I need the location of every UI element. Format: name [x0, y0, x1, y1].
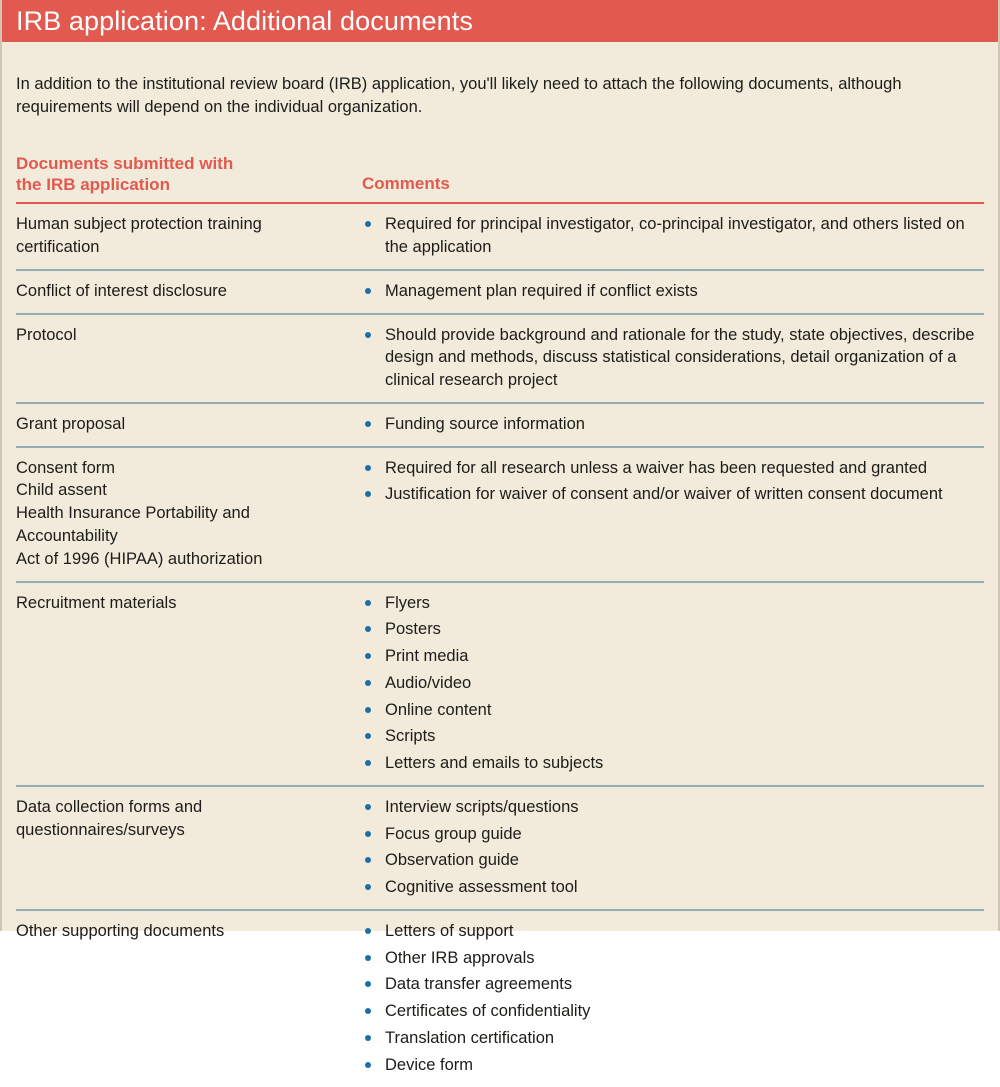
comments-list: [362, 413, 984, 436]
comment-item: [362, 457, 984, 480]
bullet-dot-icon: [365, 465, 371, 471]
comment-text: Funding source information: [385, 414, 585, 433]
comment-item: [362, 618, 984, 641]
document-name-cell: [16, 213, 362, 259]
document-name-line: Conflict of interest disclosure: [16, 281, 227, 300]
bullet-dot-icon: [365, 653, 371, 659]
bullet-dot-icon: [365, 733, 371, 739]
comment-text: Data transfer agreements: [385, 975, 573, 994]
document-name-line: Other supporting documents: [16, 921, 225, 940]
comment-item: [362, 672, 984, 695]
comment-item: [362, 920, 984, 943]
comment-item: [362, 947, 984, 970]
comment-text: Online content: [385, 700, 492, 719]
comment-text: Required for all research unless a waiver has been requested and granted: [385, 458, 928, 477]
comments-cell: [362, 413, 984, 436]
bullet-dot-icon: [365, 1062, 371, 1068]
document-name-cell: [16, 457, 362, 571]
bullet-dot-icon: [365, 760, 371, 766]
bullet-dot-icon: [365, 1008, 371, 1014]
comment-item: [362, 645, 984, 668]
document-name-line: Recruitment materials: [16, 593, 177, 612]
bullet-dot-icon: [365, 288, 371, 294]
document-name-cell: [16, 413, 362, 436]
comments-list: [362, 280, 984, 303]
bullet-dot-icon: [365, 626, 371, 632]
bullet-dot-icon: [365, 221, 371, 227]
bullet-dot-icon: [365, 421, 371, 427]
comments-cell: [362, 280, 984, 303]
comments-cell: [362, 796, 984, 899]
document-name-line: Grant proposal: [16, 414, 126, 433]
bullet-dot-icon: [365, 955, 371, 961]
comment-text: Cognitive assessment tool: [385, 878, 578, 897]
comment-text: Observation guide: [385, 851, 519, 870]
documents-table: [2, 136, 998, 1087]
document-name-line: Data collection forms and: [16, 797, 203, 816]
comment-item: [362, 1027, 984, 1050]
document-name-line: Child assent: [16, 481, 107, 500]
comment-text: Print media: [385, 647, 469, 666]
comment-item: [362, 324, 984, 392]
comment-item: [362, 280, 984, 303]
bullet-dot-icon: [365, 804, 371, 810]
title-bar: [2, 0, 998, 42]
document-name-cell: [16, 324, 362, 347]
comments-cell: [362, 920, 984, 1077]
comment-text: Required for principal investigator, co-principal investigator, and others listed on the application: [385, 215, 965, 257]
table-rows: [16, 204, 984, 1086]
bullet-dot-icon: [365, 600, 371, 606]
document-name-line: certification: [16, 238, 100, 257]
document-name-line: Act of 1996 (HIPAA) authorization: [16, 549, 263, 568]
comments-cell: [362, 457, 984, 507]
document-name-cell: [16, 592, 362, 615]
table-row: [16, 271, 984, 313]
comment-text: Other IRB approvals: [385, 948, 535, 967]
comment-item: [362, 849, 984, 872]
document-name-line: Consent form: [16, 458, 116, 477]
comment-text: Focus group guide: [385, 824, 522, 843]
comment-item: [362, 592, 984, 615]
page-title: IRB application: Additional documents: [16, 5, 473, 36]
table-column-headers: [16, 136, 984, 203]
bullet-dot-icon: [365, 332, 371, 338]
comments-list: [362, 457, 984, 507]
column-header-documents-line2: the IRB application: [16, 175, 170, 195]
comments-list: [362, 592, 984, 775]
column-header-comments: [362, 153, 984, 196]
comments-cell: [362, 213, 984, 259]
comment-text: Scripts: [385, 727, 436, 746]
comment-text: Interview scripts/questions: [385, 797, 579, 816]
comment-item: [362, 413, 984, 436]
document-name-line: questionnaires/surveys: [16, 820, 185, 839]
comment-text: Should provide background and rationale for the study, state objectives, describe design and methods, discuss statistical considerations, detail organization of a clinical research project: [385, 325, 975, 390]
intro-paragraph: In addition to the institutional review board (IRB) application, you'll likely need to attach the following documents, although requirements will depend on the individual organization.: [16, 74, 902, 116]
comment-item: [362, 973, 984, 996]
comment-text: Management plan required if conflict exists: [385, 281, 698, 300]
comment-item: [362, 1054, 984, 1077]
comments-list: [362, 213, 984, 259]
document-name-cell: [16, 920, 362, 943]
document-name-line: Human subject protection training: [16, 215, 262, 234]
comment-item: [362, 796, 984, 819]
comment-text: Letters and emails to subjects: [385, 754, 604, 773]
column-header-comments-line1: Comments: [362, 173, 450, 193]
comments-list: [362, 796, 984, 899]
comment-text: Justification for waiver of consent and/or waiver of written consent document: [385, 485, 943, 504]
comment-text: Audio/video: [385, 673, 472, 692]
comments-cell: [362, 324, 984, 392]
comments-list: [362, 324, 984, 392]
table-row: [16, 583, 984, 785]
bullet-dot-icon: [365, 928, 371, 934]
comment-item: [362, 699, 984, 722]
table-row: [16, 315, 984, 402]
bullet-dot-icon: [365, 707, 371, 713]
bullet-dot-icon: [365, 831, 371, 837]
comment-item: [362, 752, 984, 775]
table-row: [16, 404, 984, 446]
bullet-dot-icon: [365, 884, 371, 890]
comments-cell: [362, 592, 984, 775]
bullet-dot-icon: [365, 680, 371, 686]
comments-list: [362, 920, 984, 1077]
table-row: [16, 787, 984, 909]
document-name-line: Health Insurance Portability and Accountability: [16, 504, 250, 545]
bullet-dot-icon: [365, 857, 371, 863]
document-name-cell: [16, 280, 362, 303]
comment-item: [362, 725, 984, 748]
comment-item: [362, 1000, 984, 1023]
document-name-cell: [16, 796, 362, 842]
table-row: [16, 911, 984, 1087]
bullet-dot-icon: [365, 1035, 371, 1041]
document-name-line: Protocol: [16, 325, 77, 344]
comment-text: Flyers: [385, 593, 430, 612]
comment-text: Device form: [385, 1055, 474, 1074]
comment-item: [362, 876, 984, 899]
bullet-dot-icon: [365, 491, 371, 497]
comment-text: Letters of support: [385, 921, 514, 940]
comment-item: [362, 213, 984, 259]
comment-text: Translation certification: [385, 1029, 555, 1048]
table-row: [16, 204, 984, 269]
column-header-documents: [16, 153, 362, 196]
column-header-documents-line1: Documents submitted with: [16, 153, 234, 173]
comment-item: [362, 483, 984, 506]
comment-item: [362, 823, 984, 846]
bullet-dot-icon: [365, 981, 371, 987]
comment-text: Posters: [385, 620, 441, 639]
comment-text: Certificates of confidentiality: [385, 1002, 591, 1021]
table-row: [16, 448, 984, 581]
